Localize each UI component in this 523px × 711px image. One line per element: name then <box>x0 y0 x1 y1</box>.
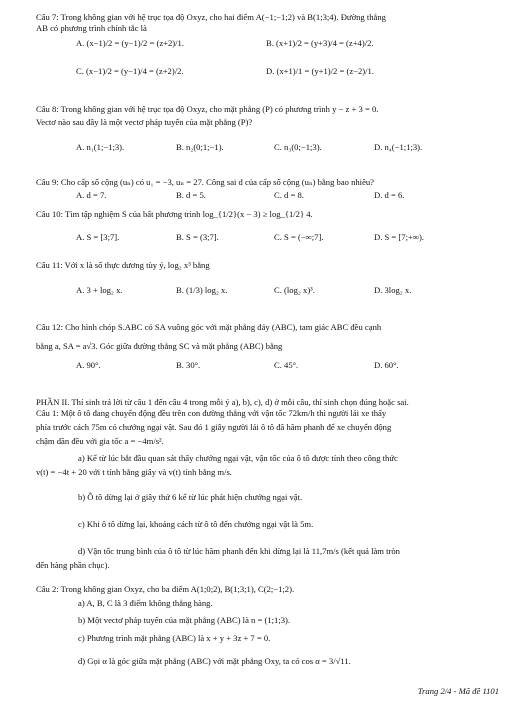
option-c: C. 45°. <box>274 360 299 371</box>
option-d: D. d = 6. <box>374 190 405 201</box>
question-12-options <box>36 360 496 376</box>
option-b: B. 30°. <box>176 360 201 371</box>
option-c: C. S = (−∞;7]. <box>274 232 324 243</box>
question-2-line-1: Câu 2: Trong không gian Oxyz, cho ba điểm A(1;0;2), B(1;3;1), C(2;−1;2). <box>36 584 295 594</box>
option-b: B. n₂(0;1;−1). <box>176 142 224 153</box>
question-8 <box>36 104 496 158</box>
statement-c: c) Khi ô tô dừng lại, khoảng cách từ ô tô đến chướng ngại vật là 5m. <box>78 519 314 530</box>
option-b: B. (x+1)/2 = (y+3)/4 = (z+4)/2. <box>266 38 374 49</box>
option-d: D. S = [7;+∞). <box>374 232 424 243</box>
option-c: C. d = 8. <box>274 190 304 201</box>
question-1-line-1: Câu 1: Một ô tô đang chuyển động đều trên con đường thẳng với vận tốc 72km/h thì người lái xe thấy <box>36 408 387 418</box>
question-9-stem: Câu 9: Cho cấp số cộng (uₙ) có u₁ = −3, uₙ = 27. Công sai d của cấp số cộng (uₙ) bằng bao nhiêu? <box>36 177 374 187</box>
option-d: D. 3log₂ x. <box>374 285 412 296</box>
option-a: A. n₁(1;−1;3). <box>76 142 125 153</box>
option-c: C. (x−1)/2 = (y−1)/4 = (z+2)/2. <box>76 66 184 77</box>
question-8-stem: Câu 8: Trong không gian với hệ trục tọa độ Oxyz, cho mặt phẳng (P) có phương trình y − z + 3 = 0. <box>36 104 379 114</box>
option-a: A. 90°. <box>76 360 101 371</box>
option-d: D. (x+1)/1 = (y+1)/2 = (z−2)/1. <box>266 66 375 77</box>
option-b: B. d = 5. <box>176 190 206 201</box>
question-11-stem: Câu 11: Với x là số thực dương tùy ý, log₂ x³ bằng <box>36 260 210 270</box>
option-d: D. 60°. <box>374 360 399 371</box>
option-c: C. (log₂ x)³. <box>274 285 315 296</box>
question-1-line-3: chậm dần đều với gia tốc a = −4m/s². <box>36 436 164 447</box>
statement-a: a) A, B, C là 3 điểm không thẳng hàng. <box>78 598 213 609</box>
option-c: C. n₃(0;−1;3). <box>274 142 322 153</box>
question-9-options <box>36 190 496 206</box>
question-12-stem-cont: bằng a, SA = a√3. Góc giữa đường thẳng SC và mặt phẳng (ABC) bằng <box>36 341 283 352</box>
question-7-options-row1 <box>36 38 496 60</box>
statement-d: d) Gọi α là góc giữa mặt phẳng (ABC) với mặt phẳng Oxy, ta có cos α = 3/√11. <box>78 655 351 666</box>
question-7-options-row2 <box>36 66 496 88</box>
option-b: B. S = (3;7]. <box>176 232 219 243</box>
page-footer: Trang 2/4 - Mã đề 1101 <box>417 686 499 696</box>
part-2-heading: PHẦN II. Thí sinh trả lời từ câu 1 đến câu 4 trong mỗi ý a), b), c), d) ở mỗi câu, thí sinh chọn đúng hoặc sai. <box>36 397 409 407</box>
option-b: B. (1/3) log₂ x. <box>176 285 228 296</box>
question-7-stem-cont: AB có phương trình chính tắc là <box>36 23 147 34</box>
question-12-stem: Câu 12: Cho hình chóp S.ABC có SA vuông góc với mặt phẳng đáy (ABC), tam giác ABC đều cạnh <box>36 322 382 332</box>
option-a: A. (x−1)/2 = (y−1)/2 = (z+2)/1. <box>76 38 185 49</box>
question-10-stem: Câu 10: Tìm tập nghiệm S của bất phương trình log_{1/2}(x − 3) ≥ log_{1/2} 4. <box>36 209 313 219</box>
option-a: A. 3 + log₂ x. <box>76 285 123 296</box>
question-7-stem: Câu 7: Trong không gian với hệ trục tọa độ Oxyz, cho hai điểm A(−1;−1;2) và B(1;3;4). Đường thẳng <box>36 12 386 22</box>
question-10 <box>36 209 496 248</box>
statement-b: b) Ô tô dừng lại ở giây thứ 6 kể từ lúc phát hiện chướng ngại vật. <box>78 491 303 502</box>
part-2-question-1 <box>36 408 496 572</box>
option-a: A. S = [3;7]. <box>76 232 120 243</box>
question-7 <box>36 12 496 88</box>
question-11 <box>36 260 496 301</box>
statement-d-cont: đến hàng phần chục). <box>36 560 110 571</box>
question-1-line-2: phía trước cách 75m có chướng ngại vật. Sau đó 1 giây người lái ô tô đã hãm phanh để xe chuyển động <box>36 422 392 433</box>
question-9 <box>36 177 496 206</box>
part-2 <box>36 397 496 408</box>
statement-b: b) Một vectơ pháp tuyến của mặt phẳng (ABC) là n = (1;1;3). <box>78 615 291 626</box>
question-11-options <box>36 285 496 301</box>
statement-a-cont: v(t) = −4t + 20 với t tính bằng giây và v(t) tính bằng m/s. <box>36 466 232 477</box>
question-10-options <box>36 232 496 248</box>
question-12 <box>36 322 496 376</box>
option-a: A. d = 7. <box>76 190 107 201</box>
option-d: D. n₄(−1;1;3). <box>374 142 423 153</box>
statement-c: c) Phương trình mặt phẳng (ABC) là x + y + 3z + 7 = 0. <box>78 632 271 643</box>
question-8-options <box>36 142 496 158</box>
question-8-stem-cont: Vectơ nào sau đây là một vectơ pháp tuyến của mặt phẳng (P)? <box>36 117 253 128</box>
statement-a: a) Kể từ lúc bắt đầu quan sát thấy chướng ngại vật, vận tốc của ô tô được tính theo công thức <box>78 452 398 463</box>
statement-d: d) Vận tốc trung bình của ô tô từ lúc hãm phanh đến khi dừng lại là 11,7m/s (kết quả làm tròn <box>78 546 400 557</box>
part-2-question-2 <box>36 584 496 667</box>
